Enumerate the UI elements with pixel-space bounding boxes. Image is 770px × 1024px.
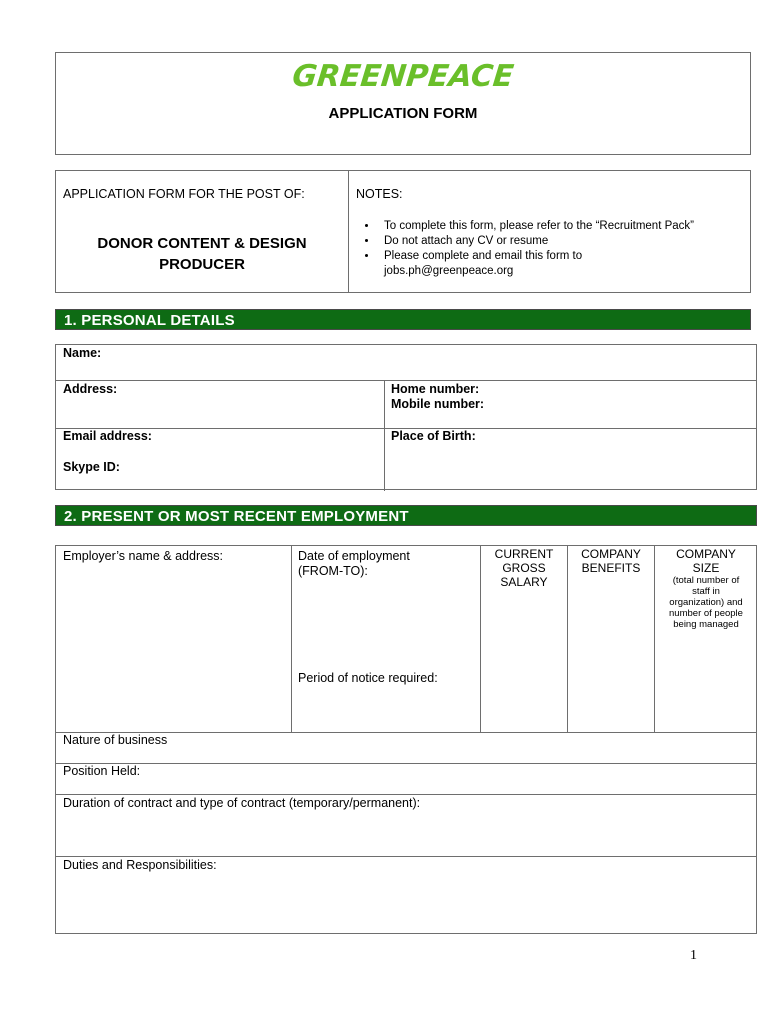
note-item: • To complete this form, please refer to the “Recruitment Pack”	[378, 219, 746, 234]
duties-label: Duties and Responsibilities:	[63, 858, 217, 872]
employment-table	[55, 545, 757, 934]
mobile-number-label: Mobile number:	[391, 397, 485, 411]
personal-details-table	[55, 344, 757, 490]
company-size-note: (total number of staff in organization) and number of people being managed	[669, 575, 743, 630]
skype-label: Skype ID:	[63, 460, 120, 474]
employment-date-sublabel: (FROM-TO):	[298, 564, 368, 578]
notes-list	[356, 219, 746, 279]
notice-period-label: Period of notice required:	[298, 671, 438, 685]
contract-duration-label: Duration of contract and type of contract (temporary/permanent):	[63, 796, 421, 810]
post-divider	[348, 171, 349, 292]
birthplace-label: Place of Birth:	[391, 429, 476, 443]
greenpeace-logo: GREENPEACE	[290, 59, 516, 94]
employment-date-label: Date of employment	[298, 549, 410, 563]
company-size-header: COMPANY SIZE (total number of staff in organization) and number of people being managed	[654, 547, 758, 630]
row-divider	[56, 380, 756, 381]
salary-header: CURRENT GROSS SALARY	[494, 547, 554, 589]
notes-label: NOTES:	[356, 187, 403, 201]
name-label: Name:	[63, 346, 102, 360]
section-1-heading: 1. PERSONAL DETAILS	[55, 309, 751, 330]
section-2-heading: 2. PRESENT OR MOST RECENT EMPLOYMENT	[55, 505, 757, 526]
home-number-label: Home number:	[391, 382, 480, 396]
page-number: 1	[690, 948, 697, 963]
note-item: • Do not attach any CV or resume	[378, 234, 746, 249]
address-label: Address:	[63, 382, 118, 396]
column-divider	[384, 380, 385, 491]
email-label: Email address:	[63, 429, 152, 443]
row-divider	[56, 856, 756, 857]
header-box	[55, 52, 751, 155]
nature-of-business-label: Nature of business	[63, 733, 168, 747]
row-divider	[56, 794, 756, 795]
row-divider	[56, 763, 756, 764]
post-box	[55, 170, 751, 293]
position-title-line1: DONOR CONTENT & DESIGN	[97, 235, 307, 252]
employer-label: Employer’s name & address:	[63, 549, 224, 563]
position-title-line2: PRODUCER	[159, 256, 245, 273]
column-divider	[291, 546, 292, 732]
form-title: APPLICATION FORM	[328, 105, 478, 122]
benefits-header: COMPANY BENEFITS	[581, 547, 641, 575]
post-label: APPLICATION FORM FOR THE POST OF:	[63, 187, 305, 201]
position-held-label: Position Held:	[63, 764, 141, 778]
note-item: • Please complete and email this form to jobs.ph@greenpeace.org	[378, 249, 746, 279]
